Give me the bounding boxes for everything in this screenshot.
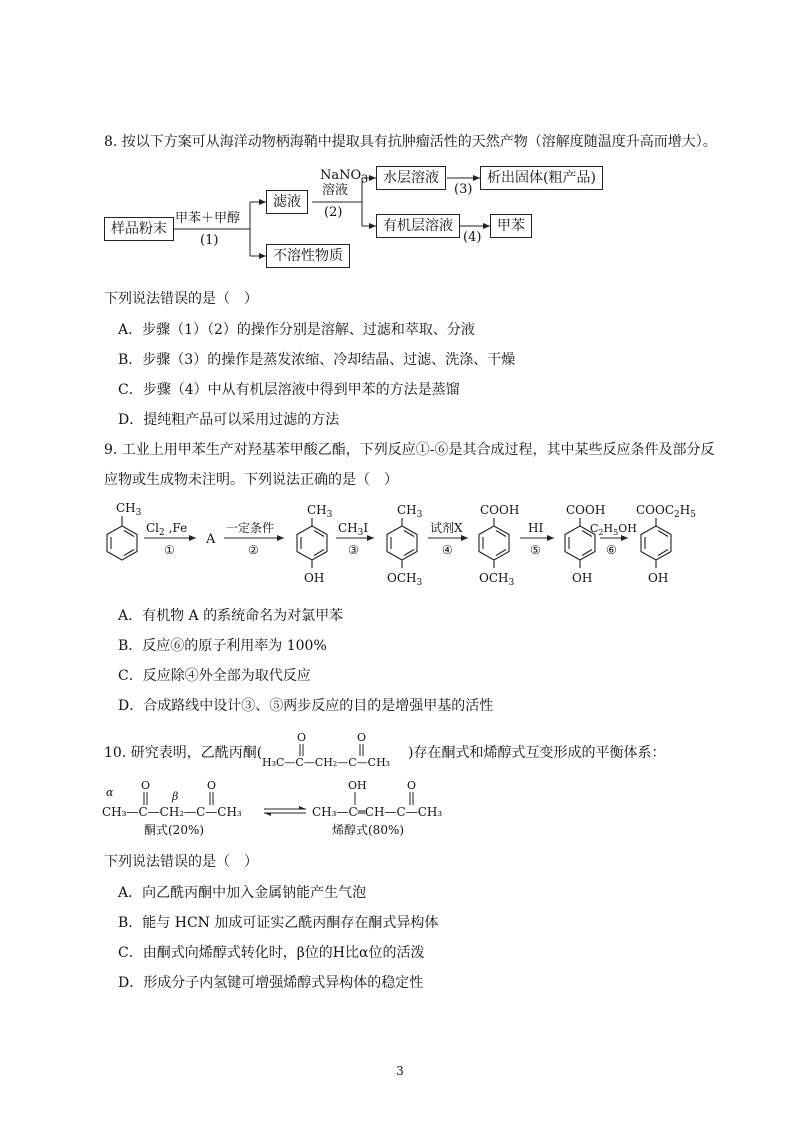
step3-number: (3) — [454, 182, 473, 197]
q8-stem: 8. 按以下方案可从海洋动物柄海鞘中提取具有抗肿瘤活性的天然产物（溶解度随温度升高而增大）。 — [104, 134, 717, 150]
keto-enol-equilibrium — [96, 778, 496, 840]
r5-reagent: HI — [528, 521, 544, 535]
step2-number: (2) — [324, 205, 343, 220]
organic-layer-box: 有机层溶液 — [376, 214, 460, 238]
acid1-cooh-label: COOH — [480, 503, 520, 517]
svg-text:O: O — [207, 779, 217, 792]
q10-option-b: B．能与 HCN 加成可证实乙酰丙酮存在酮式异构体 — [118, 915, 439, 931]
q10-option-c: C．由酮式向烯醇式转化时，β位的H比α位的活泼 — [118, 945, 425, 961]
ester-oh-label: OH — [648, 571, 669, 585]
r4-reagent: 试剂X — [430, 521, 463, 535]
ester-cooc2h5-label: $COOC_2H_5$ — [636, 503, 696, 520]
insoluble-matter-box: 不溶性物质 — [266, 244, 350, 268]
q10-stem-pre: 10. 研究表明，乙酰丙酮( — [104, 745, 263, 761]
step2-reagent-nano3: NaNO$_3$ — [320, 168, 369, 186]
q9-stem-line1: 9. 工业上用甲苯生产对羟基苯甲酸乙酯，下列反应①-⑥是其合成过程，其中某些反应条件及部分反 — [104, 442, 715, 458]
r4-number: ④ — [442, 543, 453, 557]
methoxybenzoic-acid-structure — [479, 518, 509, 568]
toluene-box: 甲苯 — [490, 214, 532, 238]
methylanisole-structure — [387, 518, 417, 568]
anisole-ch3-label: $CH_3$ — [397, 503, 423, 520]
svg-text:O: O — [141, 779, 151, 792]
step4-number: (4) — [463, 230, 482, 245]
sample-powder-box: 样品粉末 — [104, 217, 174, 241]
svg-text:OH: OH — [348, 779, 367, 792]
page-number: 3 — [396, 1064, 404, 1078]
q8-option-c: C．步骤（4）中从有机层溶液中得到甲苯的方法是蒸馏 — [118, 382, 460, 398]
enol-label: 烯醇式(80%) — [332, 823, 405, 837]
q8-option-b: B．步骤（3）的操作是蒸发浓缩、冷却结晶、过滤、洗涤、干燥 — [118, 352, 516, 368]
step1-number: (1) — [200, 233, 219, 248]
filtrate-box: 滤液 — [266, 190, 308, 214]
r6-number: ⑥ — [606, 543, 617, 557]
acetylacetone-inline-formula — [262, 728, 408, 770]
p-cresol-structure — [297, 518, 327, 568]
step2-reagent-solution: 溶液 — [322, 183, 349, 198]
enol-formula: CH₃—C═CH—C—CH₃ — [312, 805, 443, 819]
r5-number: ⑤ — [530, 543, 541, 557]
q9-synthesis-scheme — [96, 496, 716, 596]
keto-formula: CH₃—C—CH₂—C—CH₃ — [102, 805, 242, 819]
aqueous-layer-box: 水层溶液 — [376, 166, 446, 190]
acid1-och3-label: $OCH_3$ — [479, 571, 515, 588]
q10-stem-post: )存在酮式和烯醇式互变形成的平衡体系： — [408, 745, 666, 761]
svg-text:O: O — [297, 731, 307, 744]
r1-reagent: $Cl_2$ ,Fe — [146, 521, 188, 538]
r2-reagent: 一定条件 — [226, 521, 275, 535]
q8-flow-lines — [0, 0, 800, 300]
q9-stem-line2: 应物或生成物未注明。下列说法正确的是（ ） — [104, 472, 398, 488]
r2-number: ② — [248, 543, 259, 557]
beta-label: β — [172, 790, 179, 803]
q10-prompt: 下列说法错误的是（ ） — [104, 854, 258, 870]
svg-text:O: O — [357, 731, 367, 744]
anisole-och3-label: $OCH_3$ — [387, 571, 423, 588]
q8-prompt: 下列说法错误的是（ ） — [104, 291, 258, 307]
acid2-cooh-label: COOH — [566, 503, 606, 517]
q9-option-a: A．有机物 A 的系统命名为对氯甲苯 — [118, 608, 344, 624]
acid2-oh-label: OH — [572, 571, 593, 585]
r3-number: ③ — [348, 543, 359, 557]
compound-a: A — [206, 532, 216, 547]
alpha-label: α — [106, 786, 114, 799]
r1-number: ① — [164, 543, 175, 557]
cresol-ch3-label: $CH_3$ — [307, 503, 333, 520]
q8-option-a: A．步骤（1）（2）的操作分别是溶解、过滤和萃取、分液 — [118, 322, 475, 338]
step1-reagent: 甲苯＋甲醇 — [175, 211, 241, 226]
q9-option-d: D．合成路线中设计③、⑤两步反应的目的是增强甲基的活性 — [118, 698, 494, 714]
toluene-ch3-label: $CH_3$ — [116, 501, 142, 518]
q8-option-d: D．提纯粗产品可以采用过滤的方法 — [118, 412, 340, 428]
r3-reagent: $CH_3I$ — [338, 521, 369, 538]
keto-label: 酮式(20%) — [144, 823, 205, 837]
q9-option-b: B．反应⑥的原子利用率为 100% — [118, 638, 327, 654]
svg-text:O: O — [407, 779, 417, 792]
cresol-oh-label: OH — [304, 571, 325, 585]
q10-option-a: A．向乙酰丙酮中加入金属钠能产生气泡 — [118, 885, 367, 901]
svg-text:H₃C—C—CH₂—C—CH₃: H₃C—C—CH₂—C—CH₃ — [262, 756, 391, 769]
q9-option-c: C．反应除④外全部为取代反应 — [118, 668, 311, 684]
crude-product-box: 析出固体(粗产品) — [480, 166, 603, 190]
toluene-structure — [107, 516, 137, 560]
r6-reagent: $C_2H_5OH$ — [590, 522, 637, 537]
ethylparaben-structure — [641, 518, 671, 568]
q10-option-d: D．形成分子内氢键可增强烯醇式异构体的稳定性 — [118, 975, 424, 991]
